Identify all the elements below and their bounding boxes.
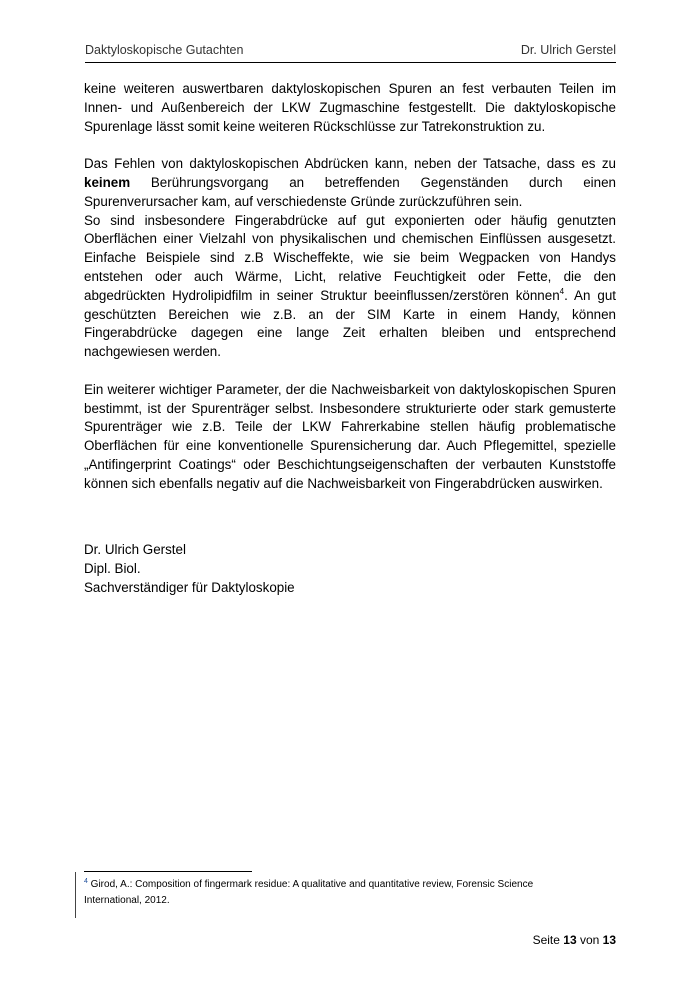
header-author: Dr. Ulrich Gerstel	[520, 43, 616, 57]
page-number: Seite 13 von 13	[532, 933, 616, 947]
footnote	[84, 877, 584, 909]
paragraph-4: Ein weiterer wichtiger Parameter, der die Nachweisbarkeit von daktyloskopischen Spuren bestimmt, ist der Spurenträger selbst. Insbesondere strukturierte oder stark gemusterte Spurenträger wie z.B. Teile der LKW Fahrerkabine stellen häufig problematische Oberflächen für eine konventionelle Spurensicherung dar. Auch Pflegemittel, spezielle „Antifingerprint Coatings“ oder Beschichtungseigenschaften der verbauten Kunststoffe können sich ebenfalls negativ auf die Nachweisbarkeit von Fingerabdrücken auswirken.	[84, 381, 616, 491]
signature-block	[84, 540, 295, 597]
emphasis-keinem: keinem	[84, 174, 131, 190]
signature-name: Dr. Ulrich Gerstel	[84, 542, 186, 557]
footnote-reference[interactable]: 4	[559, 286, 565, 296]
paragraph-1: keine weiteren auswertbaren daktyloskopischen Spuren an fest verbauten Teilen im Innen- und Außenbereich der LKW Zugmaschine festgestellt. Die daktyloskopische Spurenlage lässt somit keine weiteren Rückschlüsse zur Tatrekonstruktion zu.	[84, 81, 616, 134]
page-total: 13	[602, 933, 616, 947]
body-text	[84, 80, 616, 494]
paragraph-2: Das Fehlen von daktyloskopischen Abdrücken kann, neben der Tatsache, dass es zu keinem Berührungsvorgang an betreffenden Gegenständen durch einen Spurenverursacher kam, auf verschiedenste Gründe zurückzuführen sein.	[84, 156, 616, 209]
footnote-separator	[84, 871, 252, 872]
page-current: 13	[563, 933, 577, 947]
signature-role: Sachverständiger für Daktyloskopie	[84, 580, 295, 595]
footnote-marker: 4	[84, 878, 88, 885]
page-header	[85, 40, 616, 63]
signature-degree: Dipl. Biol.	[84, 561, 141, 576]
header-title: Daktyloskopische Gutachten	[85, 43, 244, 57]
paragraph-3: So sind insbesondere Fingerabdrücke auf gut exponierten oder häufig genutzten Oberflächen einer Vielzahl von physikalischen und chemischen Einflüssen ausgesetzt. Einfache Beispiele sind z.B Wischeffekte, wie sie beim Wegpacken von Handys entstehen oder auch Wärme, Licht, relative Feuchtigkeit oder Fette, die den abgedrückten Hydrolipidfilm in seiner Struktur beeinflussen/zerstören können$^4$. An gut geschützten Bereichen wie z.B. an der SIM Karte in einem Handy, können Fingerabdrücke dagegen eine lange Zeit erhalten bleiben und entsprechend nachgewiesen werden.	[84, 212, 616, 360]
footnote-text: Girod, A.: Composition of fingermark residue: A qualitative and quantitative review, Forensic Science International, 2012.	[84, 879, 534, 906]
change-bar	[75, 872, 76, 918]
